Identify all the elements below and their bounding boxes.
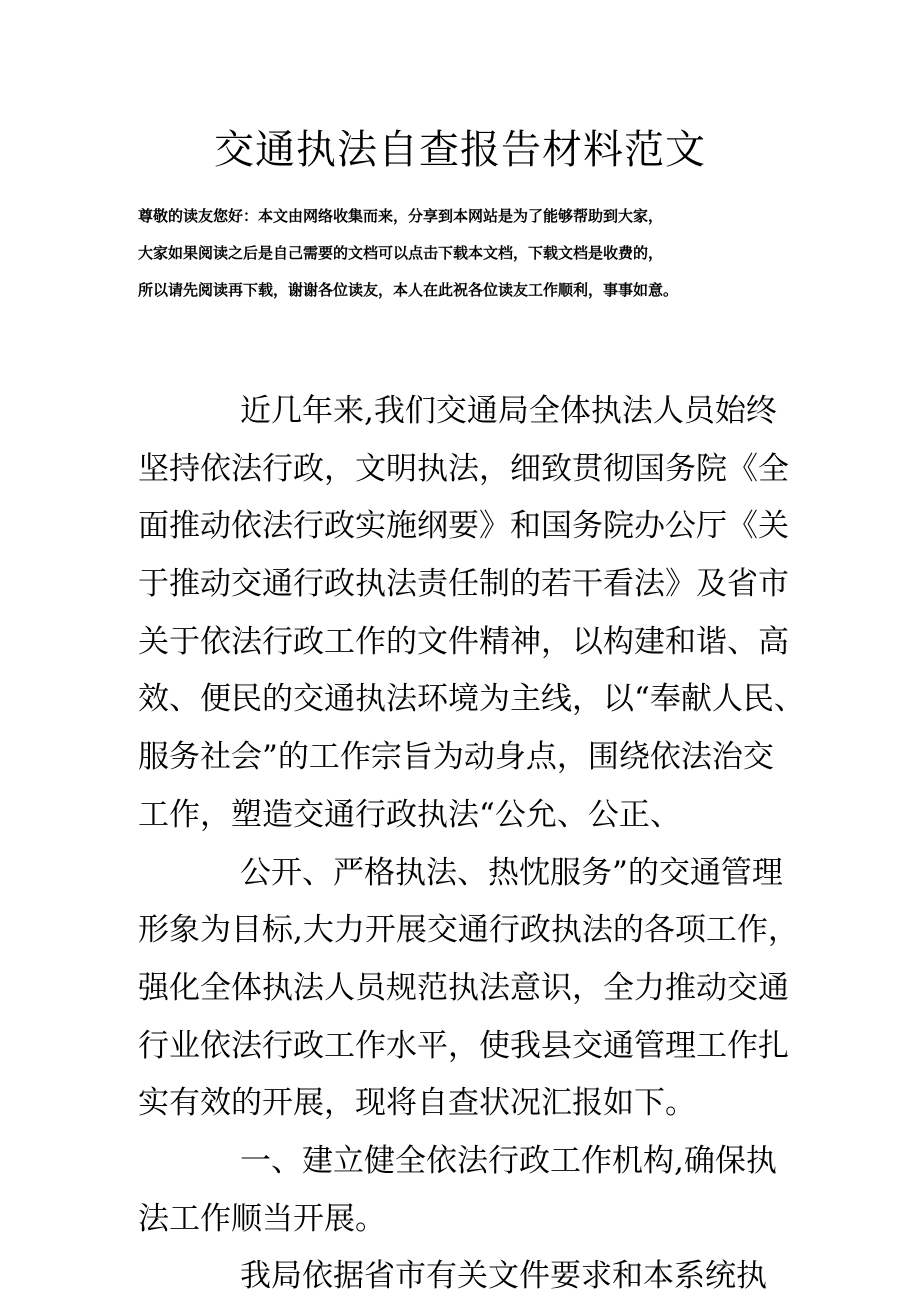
body-text-line: 法工作顺当开展。: [138, 1200, 386, 1237]
body-text-line: 我局依据省市有关文件要求和本系统执: [240, 1258, 767, 1295]
body-text-line: 形象为目标,大力开展交通行政执法的各项工作，: [138, 912, 799, 949]
body-text-line: 于推动交通行政执法责任制的若干看法》及省市: [138, 566, 789, 603]
body-text-line: 一、建立健全依法行政工作机构,确保执: [240, 1142, 777, 1179]
body-text-line: 公开、严格执法、热忱服务”的交通管理: [240, 854, 783, 891]
body-text-line: 坚持依法行政，文明执法，细致贯彻国务院《全: [138, 450, 789, 487]
body-text-line: 效、便民的交通执法环境为主线，以“奉献人民、: [138, 681, 805, 718]
reader-notice: [138, 198, 798, 309]
document-body: [138, 383, 805, 1306]
body-text-line: 工作，塑造交通行政执法“公允、公正、: [138, 796, 681, 833]
body-text-line: 服务社会”的工作宗旨为动身点，围绕依法治交: [138, 739, 774, 776]
body-text-line: 实有效的开展，现将自查状况汇报如下。: [138, 1085, 696, 1122]
notice-line: 所以请先阅读再下载，谢谢各位读友，本人在此祝各位读友工作顺利，事事如意。: [138, 281, 679, 299]
notice-line: 尊敬的读友您好：本文由网络收集而来，分享到本网站是为了能够帮助到大家，: [138, 207, 664, 225]
body-text-line: 面推动依法行政实施纲要》和国务院办公厅《关: [138, 508, 789, 545]
body-text-line: 关于依法行政工作的文件精神，以构建和谐、高: [138, 623, 789, 660]
body-text-line: 行业依法行政工作水平，使我县交通管理工作扎: [138, 1027, 789, 1064]
body-text-line: 强化全体执法人员规范执法意识，全力推动交通: [138, 969, 789, 1006]
body-text-line: 近几年来,我们交通局全体执法人员始终: [240, 393, 777, 429]
document-title: 交通执法自查报告材料范文: [214, 127, 706, 173]
notice-line: 大家如果阅读之后是自己需要的文档可以点击下载本文档，下载文档是收费的，: [138, 244, 664, 262]
